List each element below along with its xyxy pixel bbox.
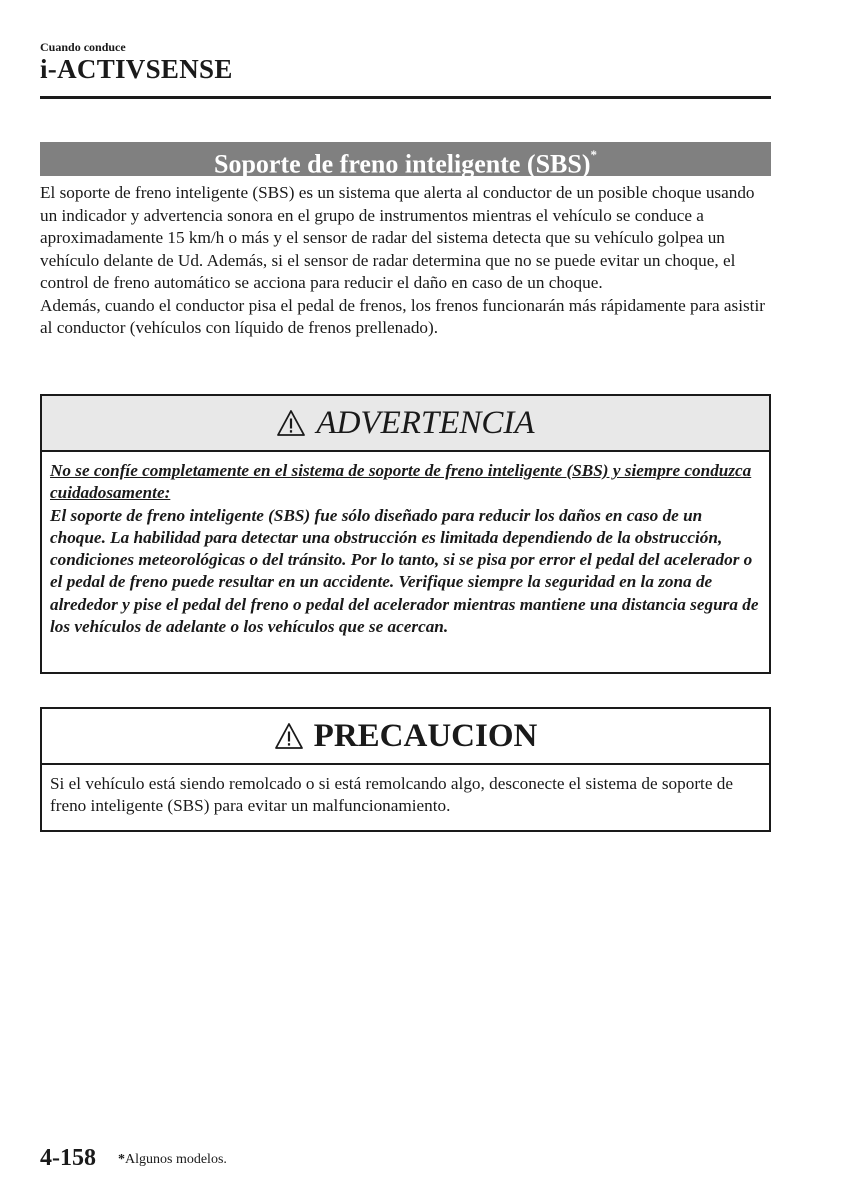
warning-text: El soporte de freno inteligente (SBS) fue sólo diseñado para reducir los daños en caso de un choque. La habilidad para detectar una obstrucción es limitada dependiendo de la obstrucción, condiciones meteorológicas o del tránsito. Por lo tanto, si se pisa por error el pedal del acelerador o el pedal de freno puede resultar en un accidente. Verifique siempre la seguridad en la zona de alrededor y pise el pedal del freno o pedal del acelerador mientras mantiene una distancia segura de los vehículos de adelante o los vehículos que se acercan. [50,505,759,637]
footnote [118,1152,227,1168]
footnote-mark: * [118,1152,125,1167]
warning-body [42,452,769,648]
warning-box [40,394,771,674]
chapter-label: Cuando conduce [40,40,126,54]
section-title: i-ACTIVSENSE [40,54,233,84]
warning-triangle-icon [276,409,306,437]
topic-title-bar [40,142,771,179]
warning-heading: ADVERTENCIA [316,405,535,441]
warning-triangle-icon [274,722,304,750]
warning-lead: No se confíe completamente en el sistema de soporte de freno inteligente (SBS) y siempre conduzca cuidadosamente: [50,461,752,503]
page-number: 4-158 [40,1145,96,1171]
footnote-text: Algunos modelos. [125,1152,227,1167]
topic-title-asterisk: * [590,147,597,162]
caution-body [42,765,769,828]
intro-paragraph-2: Además, cuando el conductor pisa el pedal de frenos, los frenos funcionarán más rápidamente para asistir al conductor (vehículos con líquido de frenos prellenado). [40,295,765,337]
caution-heading: PRECAUCION [313,718,538,754]
warning-header [42,396,769,452]
intro-paragraph-1: El soporte de freno inteligente (SBS) es un sistema que alerta al conductor de un posible choque usando un indicador y advertencia sonora en el grupo de instrumentos mientras el vehículo se conduce a aproximadamente 15 km/h o más y el sensor de radar del sistema detecta que su vehículo golpea un vehículo delante de Ud. Además, si el sensor de radar determina que no se puede evitar un choque, el control de freno automático se acciona para reducir el daño en caso de un choque. [40,183,755,292]
header-divider [40,96,771,99]
topic-title: Soporte de freno inteligente (SBS) [214,149,591,179]
caution-text: Si el vehículo está siendo remolcado o si está remolcando algo, desconecte el sistema de soporte de freno inteligente (SBS) para evitar un malfuncionamiento. [50,774,733,816]
caution-box [40,707,771,832]
intro-text [40,182,771,340]
caution-header [42,709,769,765]
